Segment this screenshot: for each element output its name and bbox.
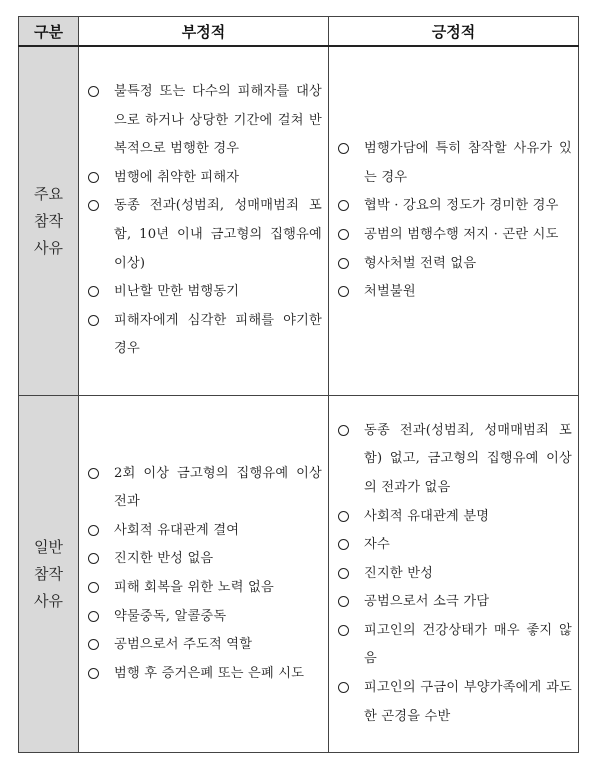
list-item: 처벌불원 bbox=[337, 278, 572, 307]
general-negative-cell bbox=[79, 396, 329, 753]
list-item: 협박 · 강요의 정도가 경미한 경우 bbox=[337, 192, 572, 221]
header-negative: 부정적 bbox=[79, 17, 329, 47]
header-positive: 긍정적 bbox=[329, 17, 579, 47]
list-item: 공범의 범행수행 저지 · 곤란 시도 bbox=[337, 221, 572, 250]
list-item: 피고인의 구금이 부양가족에게 과도한 곤경을 수반 bbox=[337, 674, 572, 731]
list-item: 동종 전과(성범죄, 성매매범죄 포함, 10년 이내 금고형의 집행유예 이상) bbox=[87, 192, 322, 278]
category-label-general: 일반 참작 사유 bbox=[19, 396, 79, 753]
list-item: 진지한 반성 없음 bbox=[87, 545, 322, 574]
sentencing-factors-table bbox=[18, 16, 579, 753]
category-label-major: 주요 참작 사유 bbox=[19, 46, 79, 396]
list-item: 사회적 유대관계 분명 bbox=[337, 503, 572, 532]
list-item: 피고인의 건강상태가 매우 좋지 않음 bbox=[337, 617, 572, 674]
list-item: 공범으로서 주도적 역할 bbox=[87, 631, 322, 660]
section-row-major bbox=[19, 46, 579, 396]
list-item: 자수 bbox=[337, 531, 572, 560]
list-item: 2회 이상 금고형의 집행유예 이상 전과 bbox=[87, 460, 322, 517]
general-positive-cell bbox=[329, 396, 579, 753]
major-negative-cell bbox=[79, 46, 329, 396]
list-item: 동종 전과(성범죄, 성매매범죄 포함) 없고, 금고형의 집행유예 이상의 전과가 없음 bbox=[337, 417, 572, 503]
list-item: 비난할 만한 범행동기 bbox=[87, 278, 322, 307]
list-item: 불특정 또는 다수의 피해자를 대상으로 하거나 상당한 기간에 걸쳐 반복적으로 범행한 경우 bbox=[87, 78, 322, 164]
list-item: 사회적 유대관계 결여 bbox=[87, 517, 322, 546]
list-item: 피해 회복을 위한 노력 없음 bbox=[87, 574, 322, 603]
list-item: 범행가담에 특히 참작할 사유가 있는 경우 bbox=[337, 135, 572, 192]
list-item: 형사처벌 전력 없음 bbox=[337, 250, 572, 279]
list-item: 약물중독, 알콜중독 bbox=[87, 603, 322, 632]
major-positive-cell bbox=[329, 46, 579, 396]
header-row bbox=[19, 17, 579, 47]
list-item: 범행에 취약한 피해자 bbox=[87, 164, 322, 193]
list-item: 피해자에게 심각한 피해를 야기한 경우 bbox=[87, 307, 322, 364]
list-item: 진지한 반성 bbox=[337, 560, 572, 589]
list-item: 범행 후 증거은폐 또는 은폐 시도 bbox=[87, 660, 322, 689]
header-category: 구분 bbox=[19, 17, 79, 47]
list-item: 공범으로서 소극 가담 bbox=[337, 588, 572, 617]
section-row-general bbox=[19, 396, 579, 753]
